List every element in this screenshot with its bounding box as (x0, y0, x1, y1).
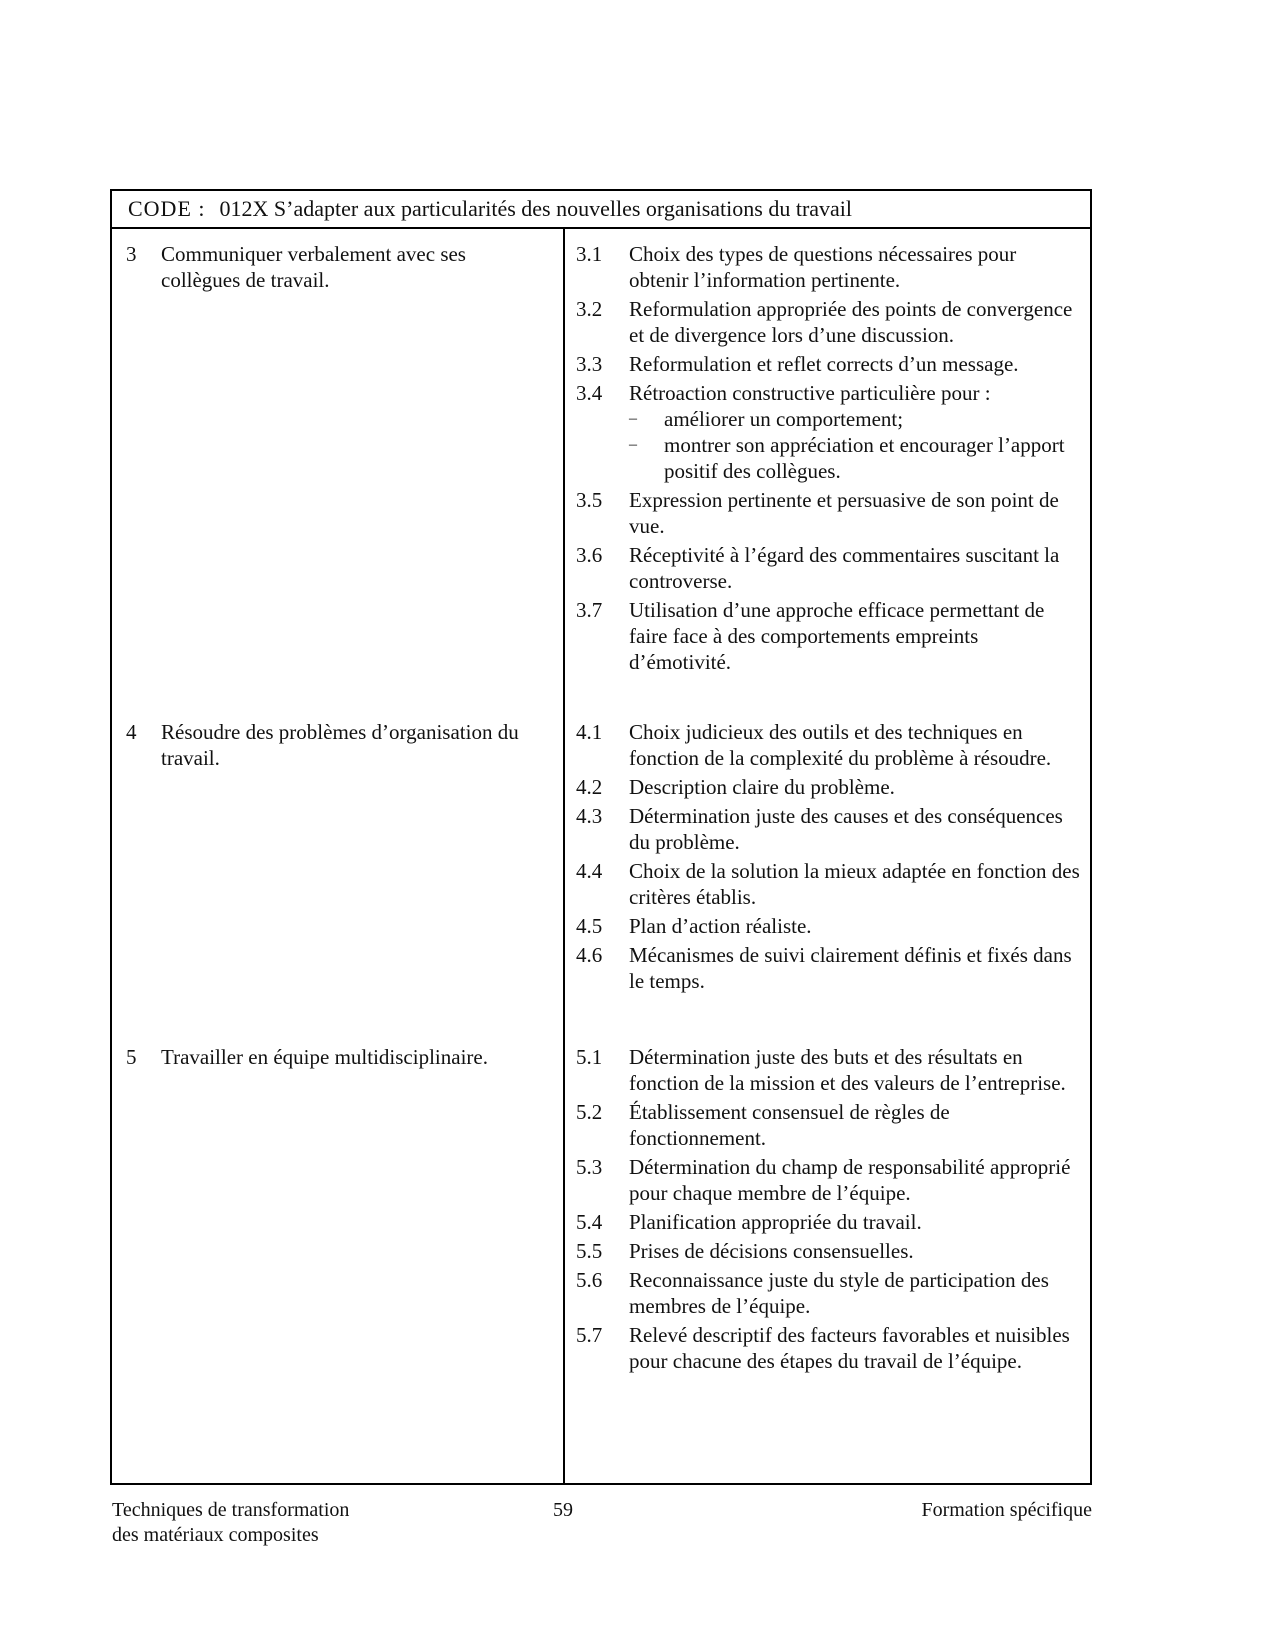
criterion-number: 3.7 (576, 598, 603, 622)
code-value: 012X (219, 196, 269, 221)
dash-bullet-icon: – (629, 436, 637, 453)
criterion-item (565, 942, 1090, 994)
criterion-item (565, 1267, 1090, 1319)
competency-item (126, 1044, 546, 1070)
criterion-number: 5.7 (576, 1323, 603, 1347)
criterion-text: Détermination juste des causes et des conséquences du problème. (629, 804, 1063, 854)
criterion-item (565, 774, 1090, 800)
competency-text: Communiquer verbalement avec ses collègues de travail. (161, 242, 466, 292)
criterion-number: 3.5 (576, 488, 603, 512)
criterion-number: 4.1 (576, 720, 603, 744)
footer-left-line2: des matériaux composites (112, 1524, 319, 1546)
criterion-number: 5.2 (576, 1100, 603, 1124)
competency-text: Résoudre des problèmes d’organisation du travail. (161, 720, 519, 770)
criterion-text: Description claire du problème. (629, 775, 895, 799)
competency-table (110, 189, 1092, 1485)
criterion-item (565, 241, 1090, 293)
criterion-number: 4.2 (576, 775, 603, 799)
criterion-item (565, 1099, 1090, 1151)
criterion-text: Relevé descriptif des facteurs favorables et nuisibles pour chacune des étapes du travail de l’équipe. (629, 1323, 1070, 1373)
criteria-group-4 (565, 719, 1090, 997)
criterion-item (565, 1044, 1090, 1096)
criterion-text: Détermination juste des buts et des résultats en fonction de la mission et des valeurs de l’entreprise. (629, 1045, 1066, 1095)
criterion-item (565, 542, 1090, 594)
criterion-text: Mécanismes de suivi clairement définis et fixés dans le temps. (629, 943, 1072, 993)
criterion-number: 4.5 (576, 914, 603, 938)
criterion-number: 5.3 (576, 1155, 603, 1179)
header-title: S’adapter aux particularités des nouvelles organisations du travail (273, 196, 853, 221)
criterion-text: Utilisation d’une approche efficace permettant de faire face à des comportements empreints d’émotivité. (629, 598, 1045, 674)
criterion-text: Choix de la solution la mieux adaptée en fonction des critères établis. (629, 859, 1080, 909)
criteria-group-3 (565, 241, 1090, 678)
criterion-number: 5.4 (576, 1210, 603, 1234)
criterion-item (565, 487, 1090, 539)
criterion-text: Choix des types de questions nécessaires pour obtenir l’information pertinente. (629, 242, 1017, 292)
criterion-item (565, 351, 1090, 377)
code-label: CODE : (128, 196, 206, 221)
footer-section-label: Formation spécifique (921, 1499, 1092, 1521)
criterion-number: 3.2 (576, 297, 603, 321)
competency-number: 4 (126, 720, 137, 744)
criterion-text: Expression pertinente et persuasive de son point de vue. (629, 488, 1059, 538)
criterion-number: 5.6 (576, 1268, 603, 1292)
criterion-item (565, 1209, 1090, 1235)
footer-left-line1: Techniques de transformation (112, 1499, 350, 1521)
criterion-text: Établissement consensuel de règles de fonctionnement. (629, 1100, 950, 1150)
criterion-text: Reconnaissance juste du style de participation des membres de l’équipe. (629, 1268, 1049, 1318)
criterion-text: Réceptivité à l’égard des commentaires suscitant la controverse. (629, 543, 1060, 593)
competency-number: 3 (126, 242, 137, 266)
criterion-item (565, 913, 1090, 939)
criterion-number: 4.6 (576, 943, 603, 967)
competency-text: Travailler en équipe multidisciplinaire. (161, 1045, 488, 1069)
criterion-number: 4.3 (576, 804, 603, 828)
page-number: 59 (553, 1499, 573, 1521)
criterion-text: Plan d’action réaliste. (629, 914, 812, 938)
criterion-subitem (565, 406, 1090, 432)
criterion-subitem (565, 432, 1090, 484)
criterion-item (565, 1238, 1090, 1264)
competency-item (126, 719, 546, 771)
competency-number: 5 (126, 1045, 137, 1069)
criterion-item (565, 719, 1090, 771)
criterion-item (565, 858, 1090, 910)
criterion-text: Détermination du champ de responsabilité approprié pour chaque membre de l’équipe. (629, 1155, 1071, 1205)
criterion-item (565, 803, 1090, 855)
criterion-number: 3.3 (576, 352, 603, 376)
criterion-number: 5.5 (576, 1239, 603, 1263)
criterion-text: Planification appropriée du travail. (629, 1210, 922, 1234)
criterion-item (565, 597, 1090, 675)
criterion-item (565, 1154, 1090, 1206)
criterion-text: Prises de décisions consensuelles. (629, 1239, 914, 1263)
criterion-text: Reformulation et reflet corrects d’un message. (629, 352, 1019, 376)
criterion-number: 3.1 (576, 242, 603, 266)
criterion-text: Reformulation appropriée des points de convergence et de divergence lors d’une discussion. (629, 297, 1073, 347)
criteria-group-5 (565, 1044, 1090, 1377)
competency-item (126, 241, 546, 293)
subitem-text: améliorer un comportement; (664, 407, 904, 431)
footer-program-title (112, 1498, 432, 1548)
criterion-item (565, 1322, 1090, 1374)
criterion-number: 3.6 (576, 543, 603, 567)
criterion-item (565, 380, 1090, 406)
dash-bullet-icon: – (629, 410, 637, 427)
criterion-number: 5.1 (576, 1045, 603, 1069)
subitem-text: montrer son appréciation et encourager l’apport positif des collègues. (664, 433, 1065, 483)
criterion-text: Rétroaction constructive particulière pour : (629, 381, 991, 405)
criterion-item (565, 296, 1090, 348)
criterion-text: Choix judicieux des outils et des techniques en fonction de la complexité du problème à résoudre. (629, 720, 1052, 770)
criterion-number: 3.4 (576, 381, 603, 405)
table-header (112, 191, 1090, 229)
criterion-number: 4.4 (576, 859, 603, 883)
